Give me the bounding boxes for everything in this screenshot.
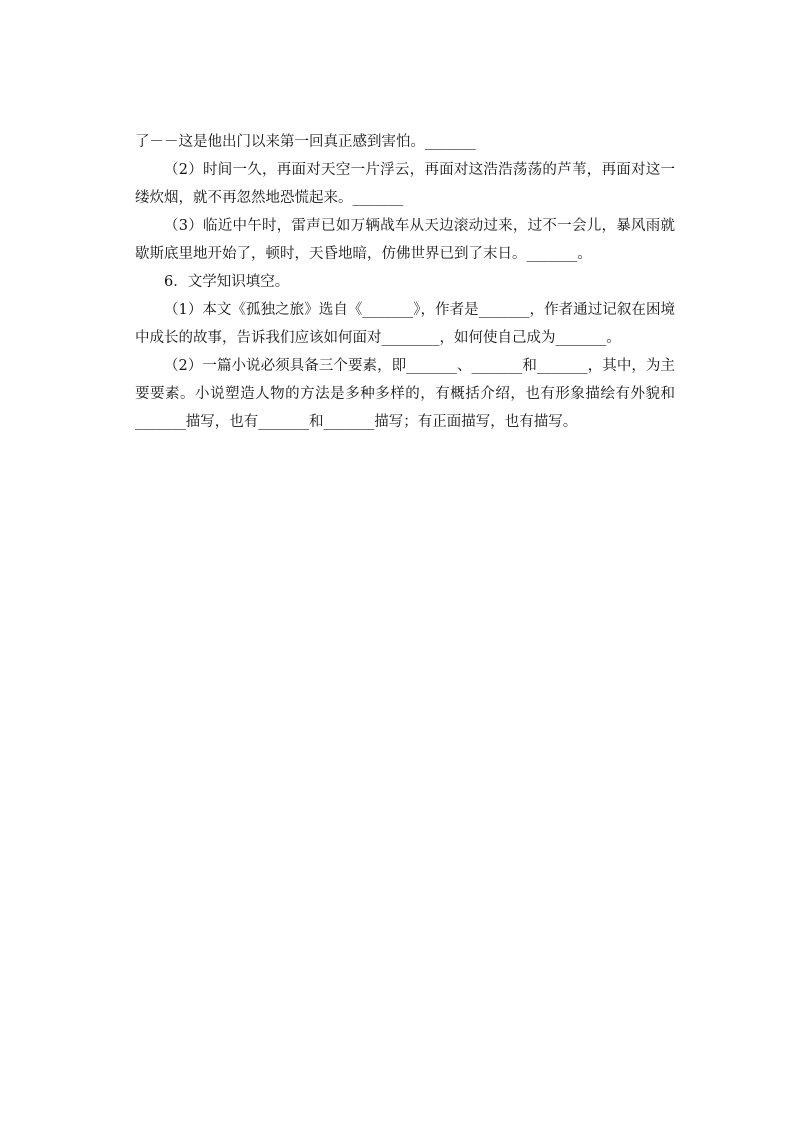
question-6-item-2: （2）一篇小说必须具备三个要素，即_______、_______和_______，其中，为主要要素。小说塑造人物的方法是多种多样的，有概括介绍，也有形象描绘有外貌和_______描写，也有_______和_______描写；有正面描写，也有描写。	[135, 358, 675, 430]
question-item-3: （3）临近中午时，雷声已如万辆战车从天边滚动过来，过不一会儿，暴风雨就歇斯底里地开始了，顿时，天昏地暗，仿佛世界已到了末日。_______。	[135, 218, 675, 262]
question-6-item-1: （1）本文《孤独之旅》选自《_______》，作者是_______，作者通过记叙在困境中成长的故事，告诉我们应该如何面对________，如何使自己成为_______。	[135, 302, 675, 346]
paragraph-continued-line: 了－－这是他出门以来第一回真正感到害怕。_______	[135, 134, 476, 150]
document-body	[135, 128, 675, 436]
question-6-heading: 6．文学知识填空。	[164, 274, 290, 290]
question-item-2: （2）时间一久，再面对天空一片浮云，再面对这浩浩荡荡的芦苇，再面对这一缕炊烟，就不再忽然地恐慌起来。_______	[135, 162, 675, 206]
